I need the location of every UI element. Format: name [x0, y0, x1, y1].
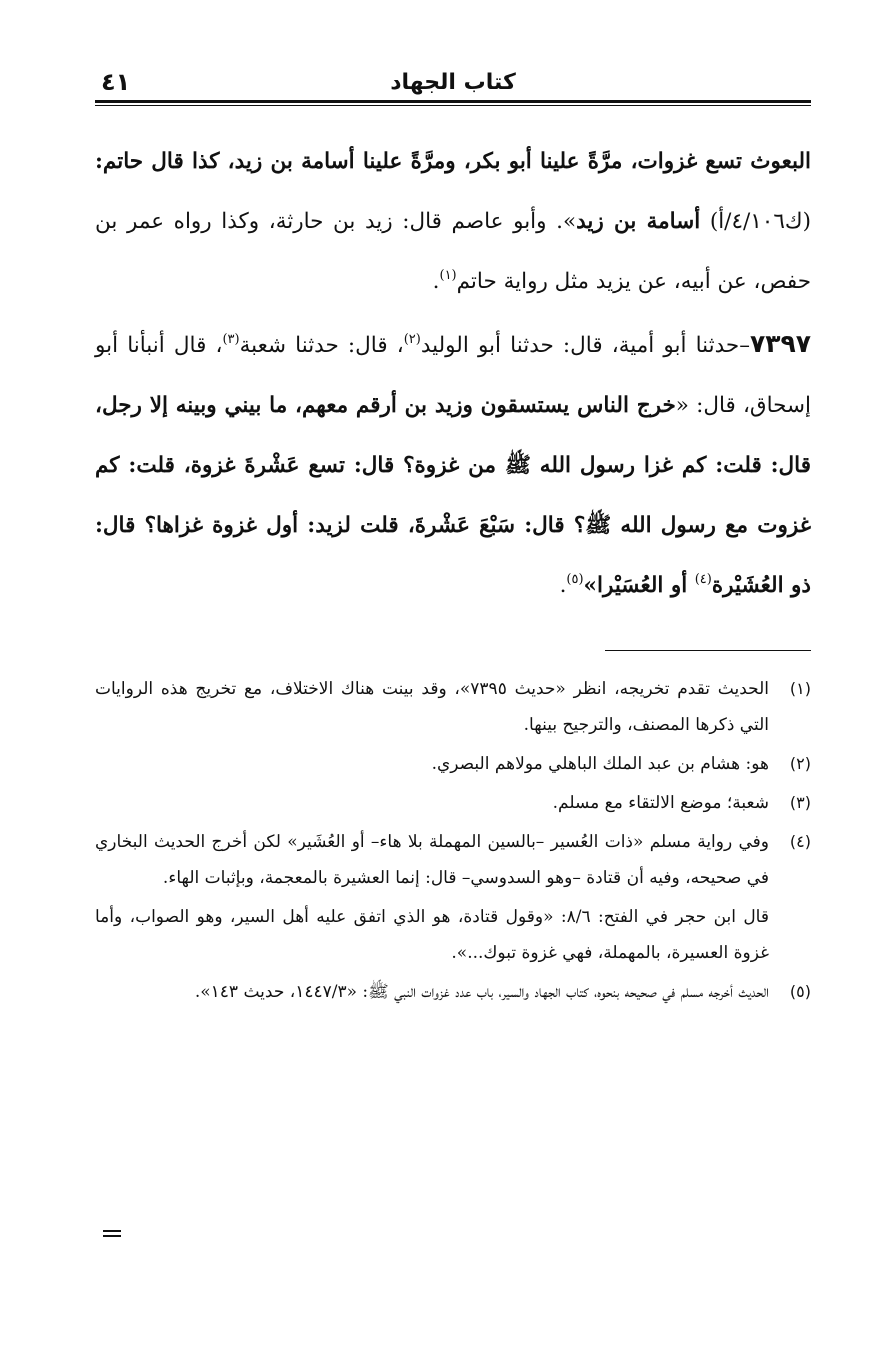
header-rule-thick	[95, 100, 811, 103]
footnote-5	[95, 974, 811, 1010]
footnote-3	[95, 785, 811, 821]
footnote-separator	[605, 650, 811, 651]
footnote-ref-3[interactable]: (٣)	[222, 332, 240, 347]
hadith-number: ٧٣٩٧	[749, 329, 811, 358]
bold-text: أسامة بن زيد	[576, 209, 701, 234]
page-header	[95, 60, 811, 104]
footnote-2	[95, 746, 811, 782]
footnote-ref-2[interactable]: (٢)	[403, 332, 421, 347]
footnote-body	[95, 785, 769, 821]
hadith-paragraph	[95, 314, 811, 616]
footnote-marker: (٤)	[789, 832, 811, 851]
body-text: ». وأبو عاصم قال: زيد بن حارثة، وكذا رواه عمر بن حفص، عن أبيه، عن يزيد مثل رواية حاتم	[95, 209, 811, 294]
footnote-text: الحديث تقدم تخريجه، انظر «حديث ٧٣٩٥»، وقد بينت هناك الاختلاف، مع تخريج هذه الروايات التي ذكرها المصنف، والترجيح بينها.	[95, 679, 770, 735]
bold-text: البعوث تسع غزوات، مرَّةً علينا أبو بكر، ومرَّةً علينا أسامة بن زيد، كذا قال حاتم:	[95, 149, 811, 174]
manuscript-reference: (ك٤/١٠٦/أ)	[700, 209, 811, 234]
page-number: ٤١	[101, 68, 131, 96]
footnote-marker: (٥)	[789, 982, 811, 1001]
footnote-ref-1[interactable]: (١)	[439, 268, 457, 283]
body-text: –حدثنا أبو أمية، قال: حدثنا أبو الوليد	[420, 333, 750, 358]
footnote-marker: (٢)	[789, 754, 811, 773]
paragraph-continuation	[95, 132, 811, 312]
footnote-body	[95, 671, 769, 743]
continuation-mark	[103, 1230, 121, 1238]
footnote-text: وفي رواية مسلم «ذات العُسير –بالسين المهملة بلا هاء– أو العُشَير» لكن أخرج الحديث البخاري في صحيحه، وفيه أن قتادة –وهو السدوسي– قال: إنما العشيرة بالمعجمة، وبإثبات الهاء.	[95, 832, 769, 888]
footnote-body	[95, 824, 769, 971]
footnote-1	[95, 671, 811, 743]
hadith-matn: خرج الناس يستسقون وزيد بن أرقم معهم، ما بيني وبينه إلا رجل، قال: قلت: كم غزا رسول الله ﷺ من غزوة؟ قال: تسع عَشْرةَ غزوة، قلت: كم غزوت مع رسول الله ﷺ؟ قال: سَبْعَ عَشْرةَ، قلت لزيد: أول غزوة غزاها؟ قال: ذو العُشَيْرة	[95, 393, 811, 598]
footnote-marker: (٣)	[789, 793, 811, 812]
footnote-text: قال ابن حجر في الفتح: ٨/٦: «وقول قتادة، هو الذي اتفق عليه أهل السير، وهو الصواب، وأما غزوة العسيرة، بالمهملة، فهي غزوة تبوك...».	[95, 907, 769, 963]
footnote-marker: (١)	[789, 679, 811, 698]
header-rule-thin	[95, 105, 811, 106]
footnote-text: هو: هشام بن عبد الملك الباهلي مولاهم البصري.	[431, 754, 769, 774]
main-text	[95, 132, 811, 616]
body-text: ، قال: حدثنا شعبة	[239, 333, 404, 358]
footnote-text: الحديث أخرجه مسلم في صحيحه بنحوه، كتاب الجهاد والسير، باب عدد غزوات النبي ﷺ: «١٤٤٧/٣، حديث ١٤٣».	[194, 982, 769, 1002]
footnotes	[95, 671, 811, 1010]
punctuation: .	[432, 269, 440, 294]
hadith-matn: أو العُسَيْرا	[596, 573, 695, 598]
quote-close: »	[583, 573, 597, 598]
footnote-text: شعبة؛ موضع الالتقاء مع مسلم.	[552, 793, 769, 813]
punctuation: .	[559, 573, 567, 598]
footnote-body	[95, 746, 769, 782]
body-text: ، قال أنبأنا أبو إسحاق، قال: «	[95, 333, 811, 418]
footnote-body	[95, 974, 769, 1010]
footnote-ref-5[interactable]: (٥)	[566, 572, 584, 587]
chapter-title: كتاب الجهاد	[390, 70, 516, 95]
footnote-4	[95, 824, 811, 971]
book-page	[95, 60, 811, 1013]
footnote-ref-4[interactable]: (٤)	[694, 572, 712, 587]
